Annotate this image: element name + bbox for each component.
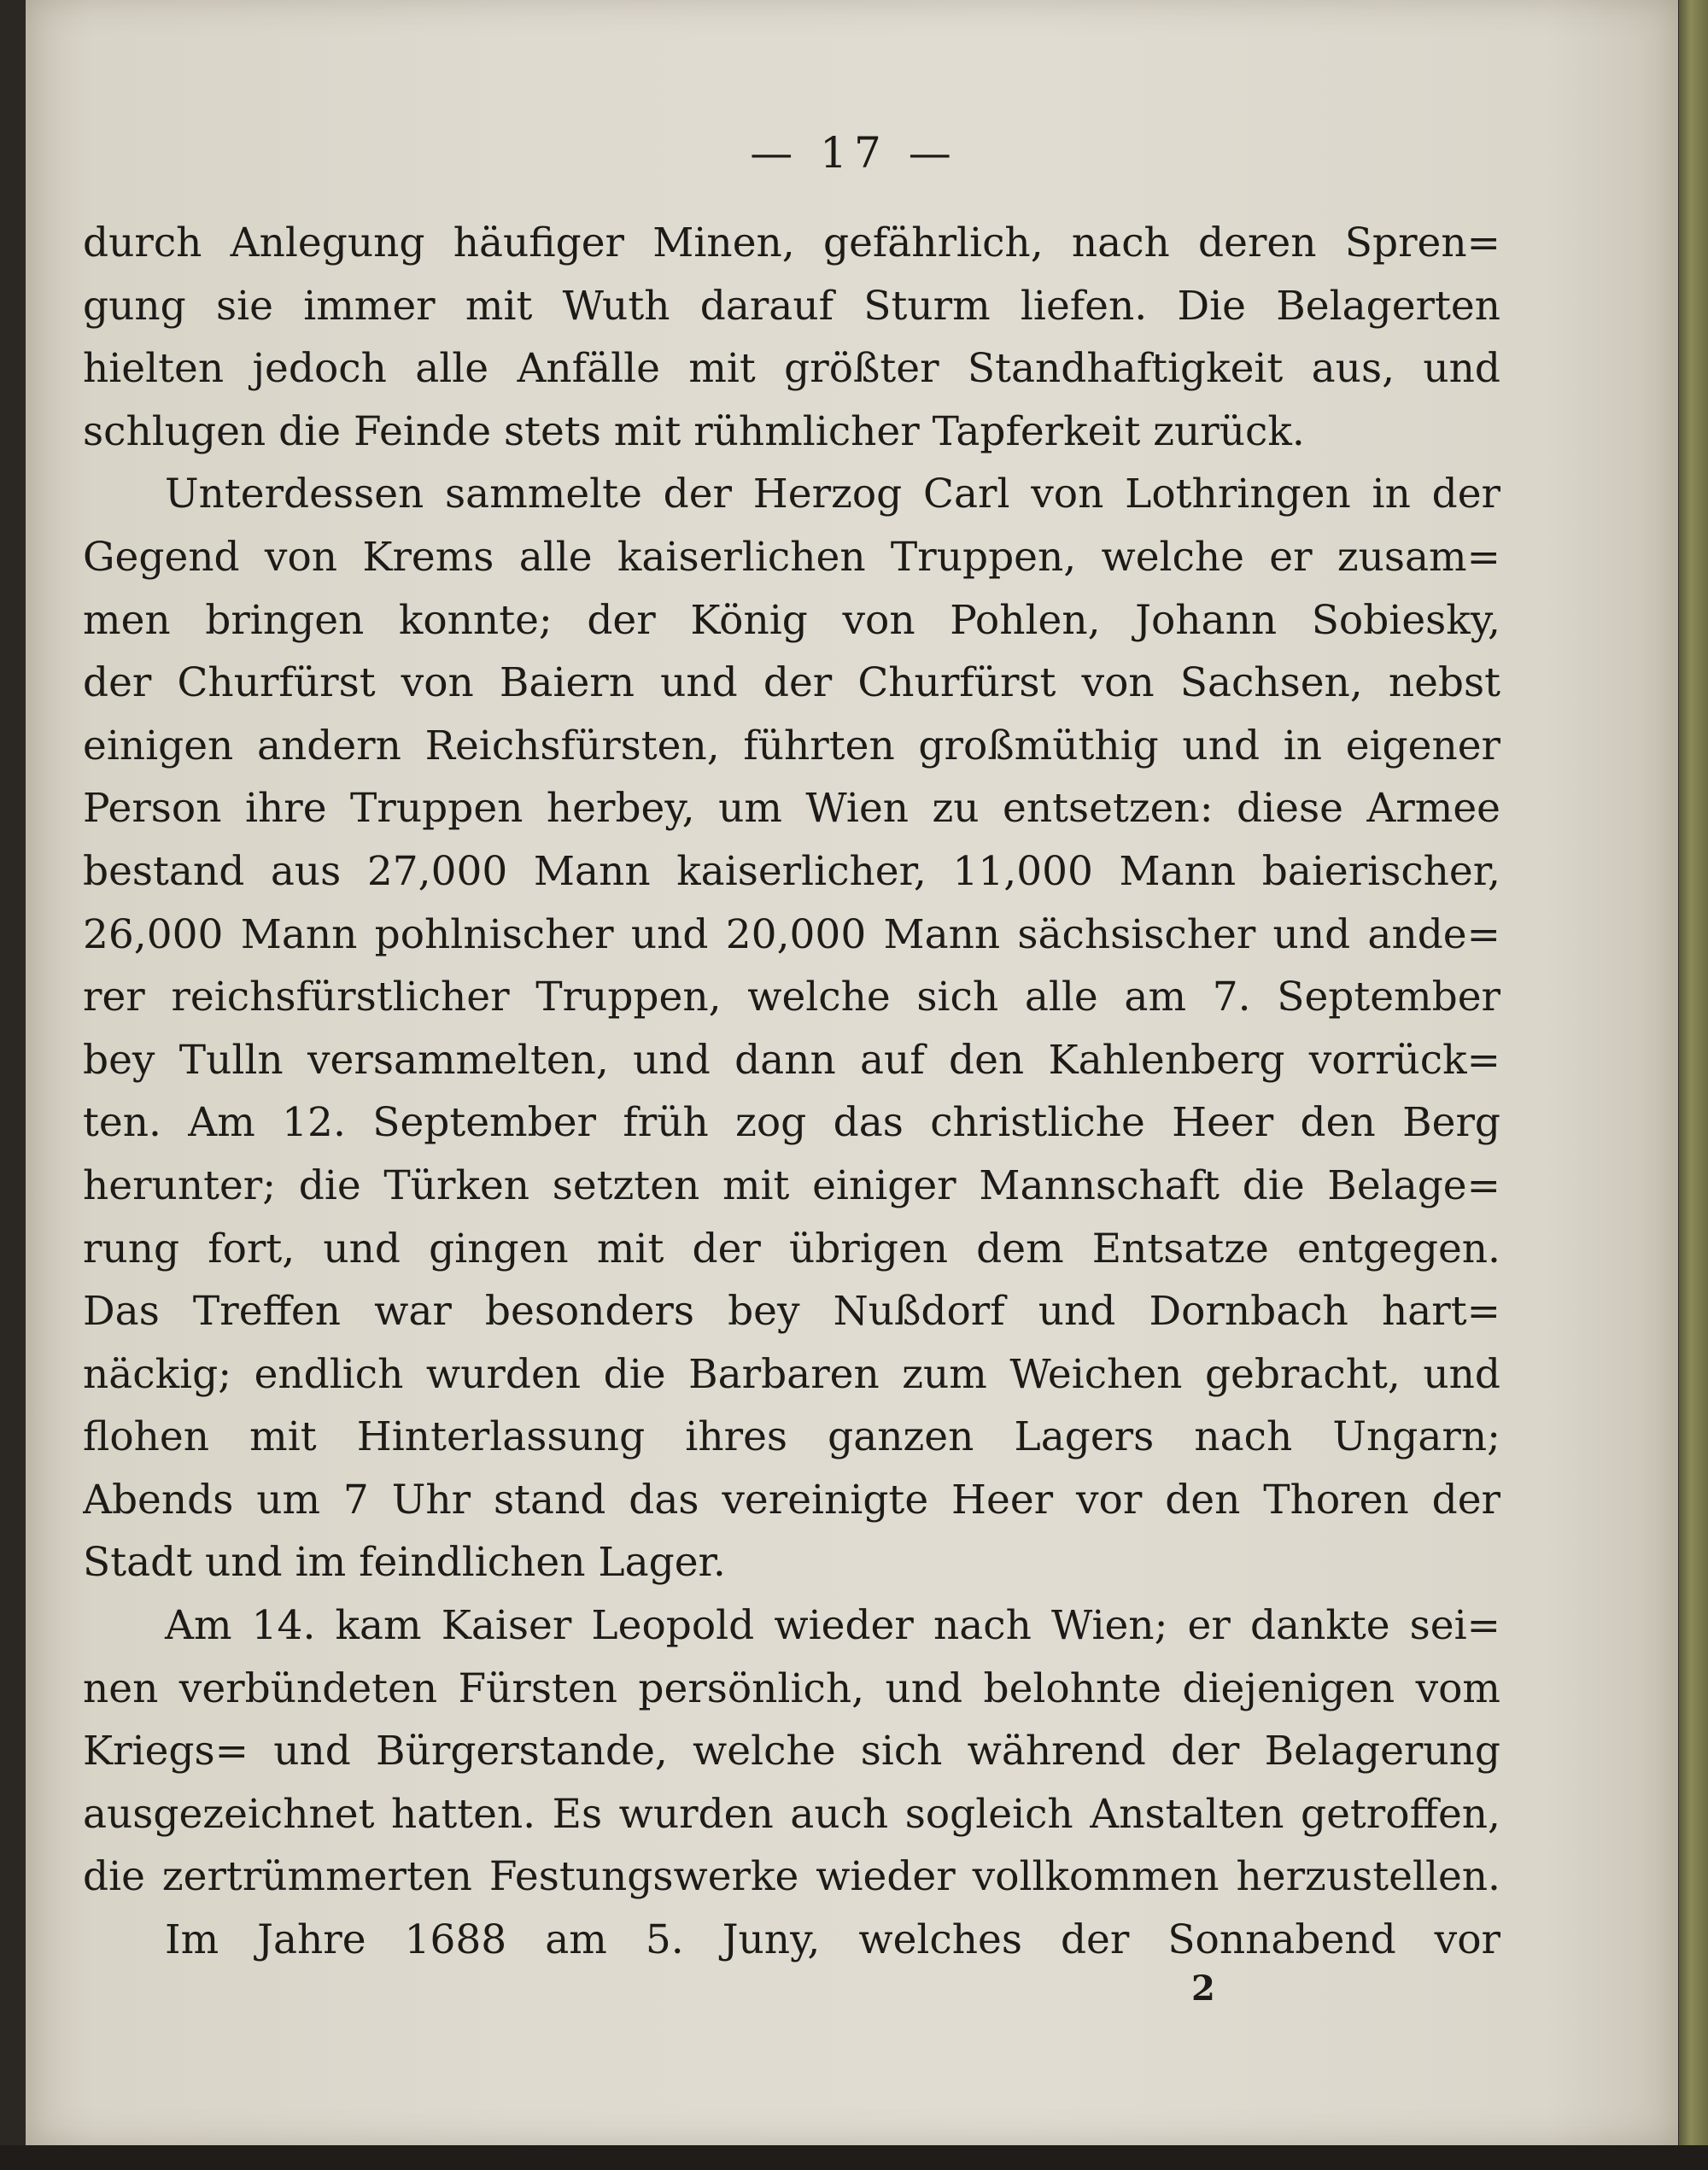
text-line: rung fort, und gingen mit der übrigen dem Entsatze entgegen. [83,1225,1500,1272]
text-line: Das Treffen war besonders bey Nußdorf und Dornbach hart= [83,1288,1500,1336]
text-line: herunter; die Türken setzten mit einiger Mannschaft die Belage= [83,1161,1500,1209]
text-line: Unterdessen sammelte der Herzog Carl von Lothringen in der [165,471,1500,518]
text-line: Im Jahre 1688 am 5. Juny, welches der Sonnabend vor [165,1916,1500,1964]
text-line: die zertrümmerten Festungswerke wieder vollkommen herzustellen. [83,1853,1500,1901]
text-line: der Churfürst von Baiern und der Churfürst von Sachsen, nebst [83,659,1500,707]
text-line: nen verbündeten Fürsten persönlich, und belohnte diejenigen vom [83,1664,1500,1712]
text-line: Stadt und im feindlichen Lager. [83,1539,726,1587]
text-line: durch Anlegung häufiger Minen, gefährlich, nach deren Spren= [83,219,1500,266]
text-line: bestand aus 27,000 Mann kaiserlicher, 11,000 Mann baierischer, [83,847,1500,895]
signature-mark: 2 [1191,1968,1215,2009]
text-line: Am 14. kam Kaiser Leopold wieder nach Wien; er dankte sei= [165,1602,1500,1650]
book-edge [1679,0,1708,2145]
text-line: einigen andern Reichsfürsten, führten großmüthig und in eigener [83,722,1500,769]
scan-background [0,2145,1708,2170]
text-line: gung sie immer mit Wuth darauf Sturm liefen. Die Belagerten [83,282,1500,330]
text-line: Abends um 7 Uhr stand das vereinigte Heer vor den Thoren der [83,1476,1500,1524]
text-line: Kriegs= und Bürgerstande, welche sich während der Belagerung [83,1728,1500,1775]
text-line: rer reichsfürstlicher Truppen, welche sich alle am 7. September [83,974,1500,1021]
text-line: ten. Am 12. September früh zog das christliche Heer den Berg [83,1099,1500,1147]
text-line: näckig; endlich wurden die Barbaren zum Weichen gebracht, und [83,1350,1500,1398]
text-line: hielten jedoch alle Anfälle mit größter Standhaftigkeit aus, und [83,345,1500,393]
text-line: bey Tulln versammelten, und dann auf den Kahlenberg vorrück= [83,1036,1500,1084]
body-text [83,212,1500,1972]
text-line: ausgezeichnet hatten. Es wurden auch sogleich Anstalten getroffen, [83,1790,1500,1838]
text-line: schlugen die Feinde stets mit rühmlicher Tapferkeit zurück. [83,407,1305,455]
text-line: 26,000 Mann pohlnischer und 20,000 Mann sächsischer und ande= [83,910,1500,958]
text-line: flohen mit Hinterlassung ihres ganzen Lagers nach Ungarn; [83,1413,1500,1461]
text-line: men bringen konnte; der König von Pohlen, Johann Sobiesky, [83,596,1500,644]
text-line: Gegend von Krems alle kaiserlichen Truppen, welche er zusam= [83,533,1500,581]
page-header: — 17 — [750,128,958,178]
text-line: Person ihre Truppen herbey, um Wien zu entsetzen: diese Armee [83,785,1500,833]
